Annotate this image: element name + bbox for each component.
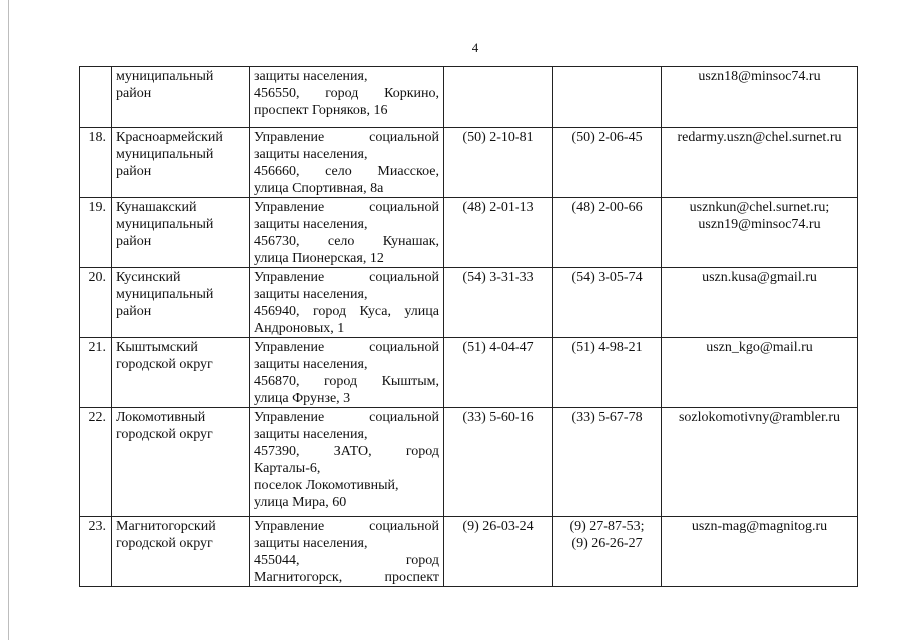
- email-address: [662, 198, 858, 268]
- office-address: [250, 67, 444, 128]
- phone-line: (9) 26-03-24: [462, 519, 534, 534]
- district-name-line: Кунашакский: [116, 200, 197, 215]
- email-address: [662, 517, 858, 587]
- email-line: uszn.kusa@gmail.ru: [702, 270, 817, 285]
- office-address: [250, 408, 444, 517]
- address-line: Магнитогорск, проспект: [254, 570, 439, 585]
- office-address: [250, 338, 444, 408]
- district-name: [112, 408, 250, 517]
- fax-number: [553, 338, 662, 408]
- table-row: [80, 338, 858, 408]
- address-line: улица Фрунзе, 3: [254, 391, 351, 406]
- email-address: [662, 67, 858, 128]
- address-line: Карталы-6,: [254, 461, 321, 476]
- district-name-line: муниципальный: [116, 287, 214, 302]
- phone-number: [444, 198, 553, 268]
- phone-line: (48) 2-01-13: [462, 200, 534, 215]
- row-number: 22.: [80, 408, 112, 517]
- page-number: 4: [471, 40, 479, 55]
- address-line: Управление социальной: [254, 340, 439, 355]
- address-line: улица Мира, 60: [254, 495, 347, 510]
- office-address: [250, 128, 444, 198]
- district-name-line: Магнитогорский: [116, 519, 216, 534]
- phone-number: [444, 408, 553, 517]
- email-address: [662, 268, 858, 338]
- address-line: защиты населения,: [254, 536, 368, 551]
- district-name-line: район: [116, 304, 152, 319]
- table-row: [80, 198, 858, 268]
- row-number: 19.: [80, 198, 112, 268]
- fax-line: (9) 26-26-27: [571, 536, 643, 551]
- phone-line: (54) 3-31-33: [462, 270, 534, 285]
- district-name-line: Локомотивный: [116, 410, 206, 425]
- social-protection-directory-table: [79, 66, 858, 587]
- address-line: поселок Локомотивный,: [254, 478, 399, 493]
- district-name-line: Кыштымский: [116, 340, 198, 355]
- address-line: Андроновых, 1: [254, 321, 345, 336]
- email-line: sozlokomotivny@rambler.ru: [678, 410, 841, 425]
- fax-line: (9) 27-87-53;: [569, 519, 645, 534]
- fax-line: (33) 5-67-78: [571, 410, 643, 425]
- phone-number: [444, 517, 553, 587]
- address-line: 456550, город Коркино,: [254, 86, 439, 101]
- address-line: Управление социальной: [254, 410, 439, 425]
- phone-number: [444, 67, 553, 128]
- address-line: защиты населения,: [254, 427, 368, 442]
- phone-line: (50) 2-10-81: [462, 130, 534, 145]
- email-line: redarmy.uszn@chel.surnet.ru: [677, 130, 842, 145]
- fax-number: [553, 67, 662, 128]
- email-line: uszn18@minsoc74.ru: [698, 69, 821, 84]
- fax-number: [553, 268, 662, 338]
- address-line: Управление социальной: [254, 270, 439, 285]
- row-number: [80, 67, 112, 128]
- office-address: [250, 268, 444, 338]
- email-address: [662, 128, 858, 198]
- fax-line: (48) 2-00-66: [571, 200, 643, 215]
- district-name-line: район: [116, 234, 152, 249]
- district-name-line: Кусинский: [116, 270, 181, 285]
- table-body: [80, 67, 858, 587]
- email-address: [662, 408, 858, 517]
- email-address: [662, 338, 858, 408]
- fax-line: (54) 3-05-74: [571, 270, 643, 285]
- district-name-line: городской округ: [116, 427, 213, 442]
- district-name-line: муниципальный: [116, 147, 214, 162]
- address-line: 457390, ЗАТО, город: [254, 444, 439, 459]
- fax-number: [553, 408, 662, 517]
- table-row: [80, 408, 858, 517]
- fax-line: (50) 2-06-45: [571, 130, 643, 145]
- row-number: 20.: [80, 268, 112, 338]
- address-line: улица Пионерская, 12: [254, 251, 384, 266]
- district-name-line: муниципальный: [116, 69, 214, 84]
- phone-line: (33) 5-60-16: [462, 410, 534, 425]
- scan-left-edge: [8, 0, 9, 640]
- row-number: 18.: [80, 128, 112, 198]
- district-name-line: Красноармейский: [116, 130, 223, 145]
- address-line: 455044, город: [254, 553, 439, 568]
- address-line: 456940, город Куса, улица: [254, 304, 439, 319]
- address-line: Управление социальной: [254, 200, 439, 215]
- phone-line: (51) 4-04-47: [462, 340, 534, 355]
- address-line: 456870, город Кыштым,: [254, 374, 439, 389]
- row-number: 21.: [80, 338, 112, 408]
- fax-number: [553, 517, 662, 587]
- email-line: uszn19@minsoc74.ru: [698, 217, 821, 232]
- address-line: 456660, село Миасское,: [254, 164, 439, 179]
- fax-line: (51) 4-98-21: [571, 340, 643, 355]
- district-name: [112, 67, 250, 128]
- district-name-line: городской округ: [116, 357, 213, 372]
- table-row: [80, 517, 858, 587]
- district-name: [112, 128, 250, 198]
- address-line: защиты населения,: [254, 147, 368, 162]
- district-name: [112, 198, 250, 268]
- table-row: [80, 67, 858, 128]
- district-name: [112, 268, 250, 338]
- address-line: защиты населения,: [254, 287, 368, 302]
- email-line: uszn_kgo@mail.ru: [706, 340, 813, 355]
- office-address: [250, 198, 444, 268]
- table-row: [80, 128, 858, 198]
- district-name-line: район: [116, 164, 152, 179]
- address-line: защиты населения,: [254, 217, 368, 232]
- address-line: защиты населения,: [254, 357, 368, 372]
- phone-number: [444, 128, 553, 198]
- address-line: Управление социальной: [254, 519, 439, 534]
- fax-number: [553, 128, 662, 198]
- district-name: [112, 338, 250, 408]
- email-line: uszn-mag@magnitog.ru: [691, 519, 828, 534]
- phone-number: [444, 268, 553, 338]
- address-line: улица Спортивная, 8а: [254, 181, 384, 196]
- address-line: защиты населения,: [254, 69, 368, 84]
- email-line: usznkun@chel.surnet.ru;: [689, 200, 830, 215]
- row-number: 23.: [80, 517, 112, 587]
- district-name-line: муниципальный: [116, 217, 214, 232]
- phone-number: [444, 338, 553, 408]
- address-line: Управление социальной: [254, 130, 439, 145]
- district-name: [112, 517, 250, 587]
- district-name-line: район: [116, 86, 152, 101]
- office-address: [250, 517, 444, 587]
- address-line: 456730, село Кунашак,: [254, 234, 439, 249]
- table-row: [80, 268, 858, 338]
- district-name-line: городской округ: [116, 536, 213, 551]
- fax-number: [553, 198, 662, 268]
- address-line: проспект Горняков, 16: [254, 103, 388, 118]
